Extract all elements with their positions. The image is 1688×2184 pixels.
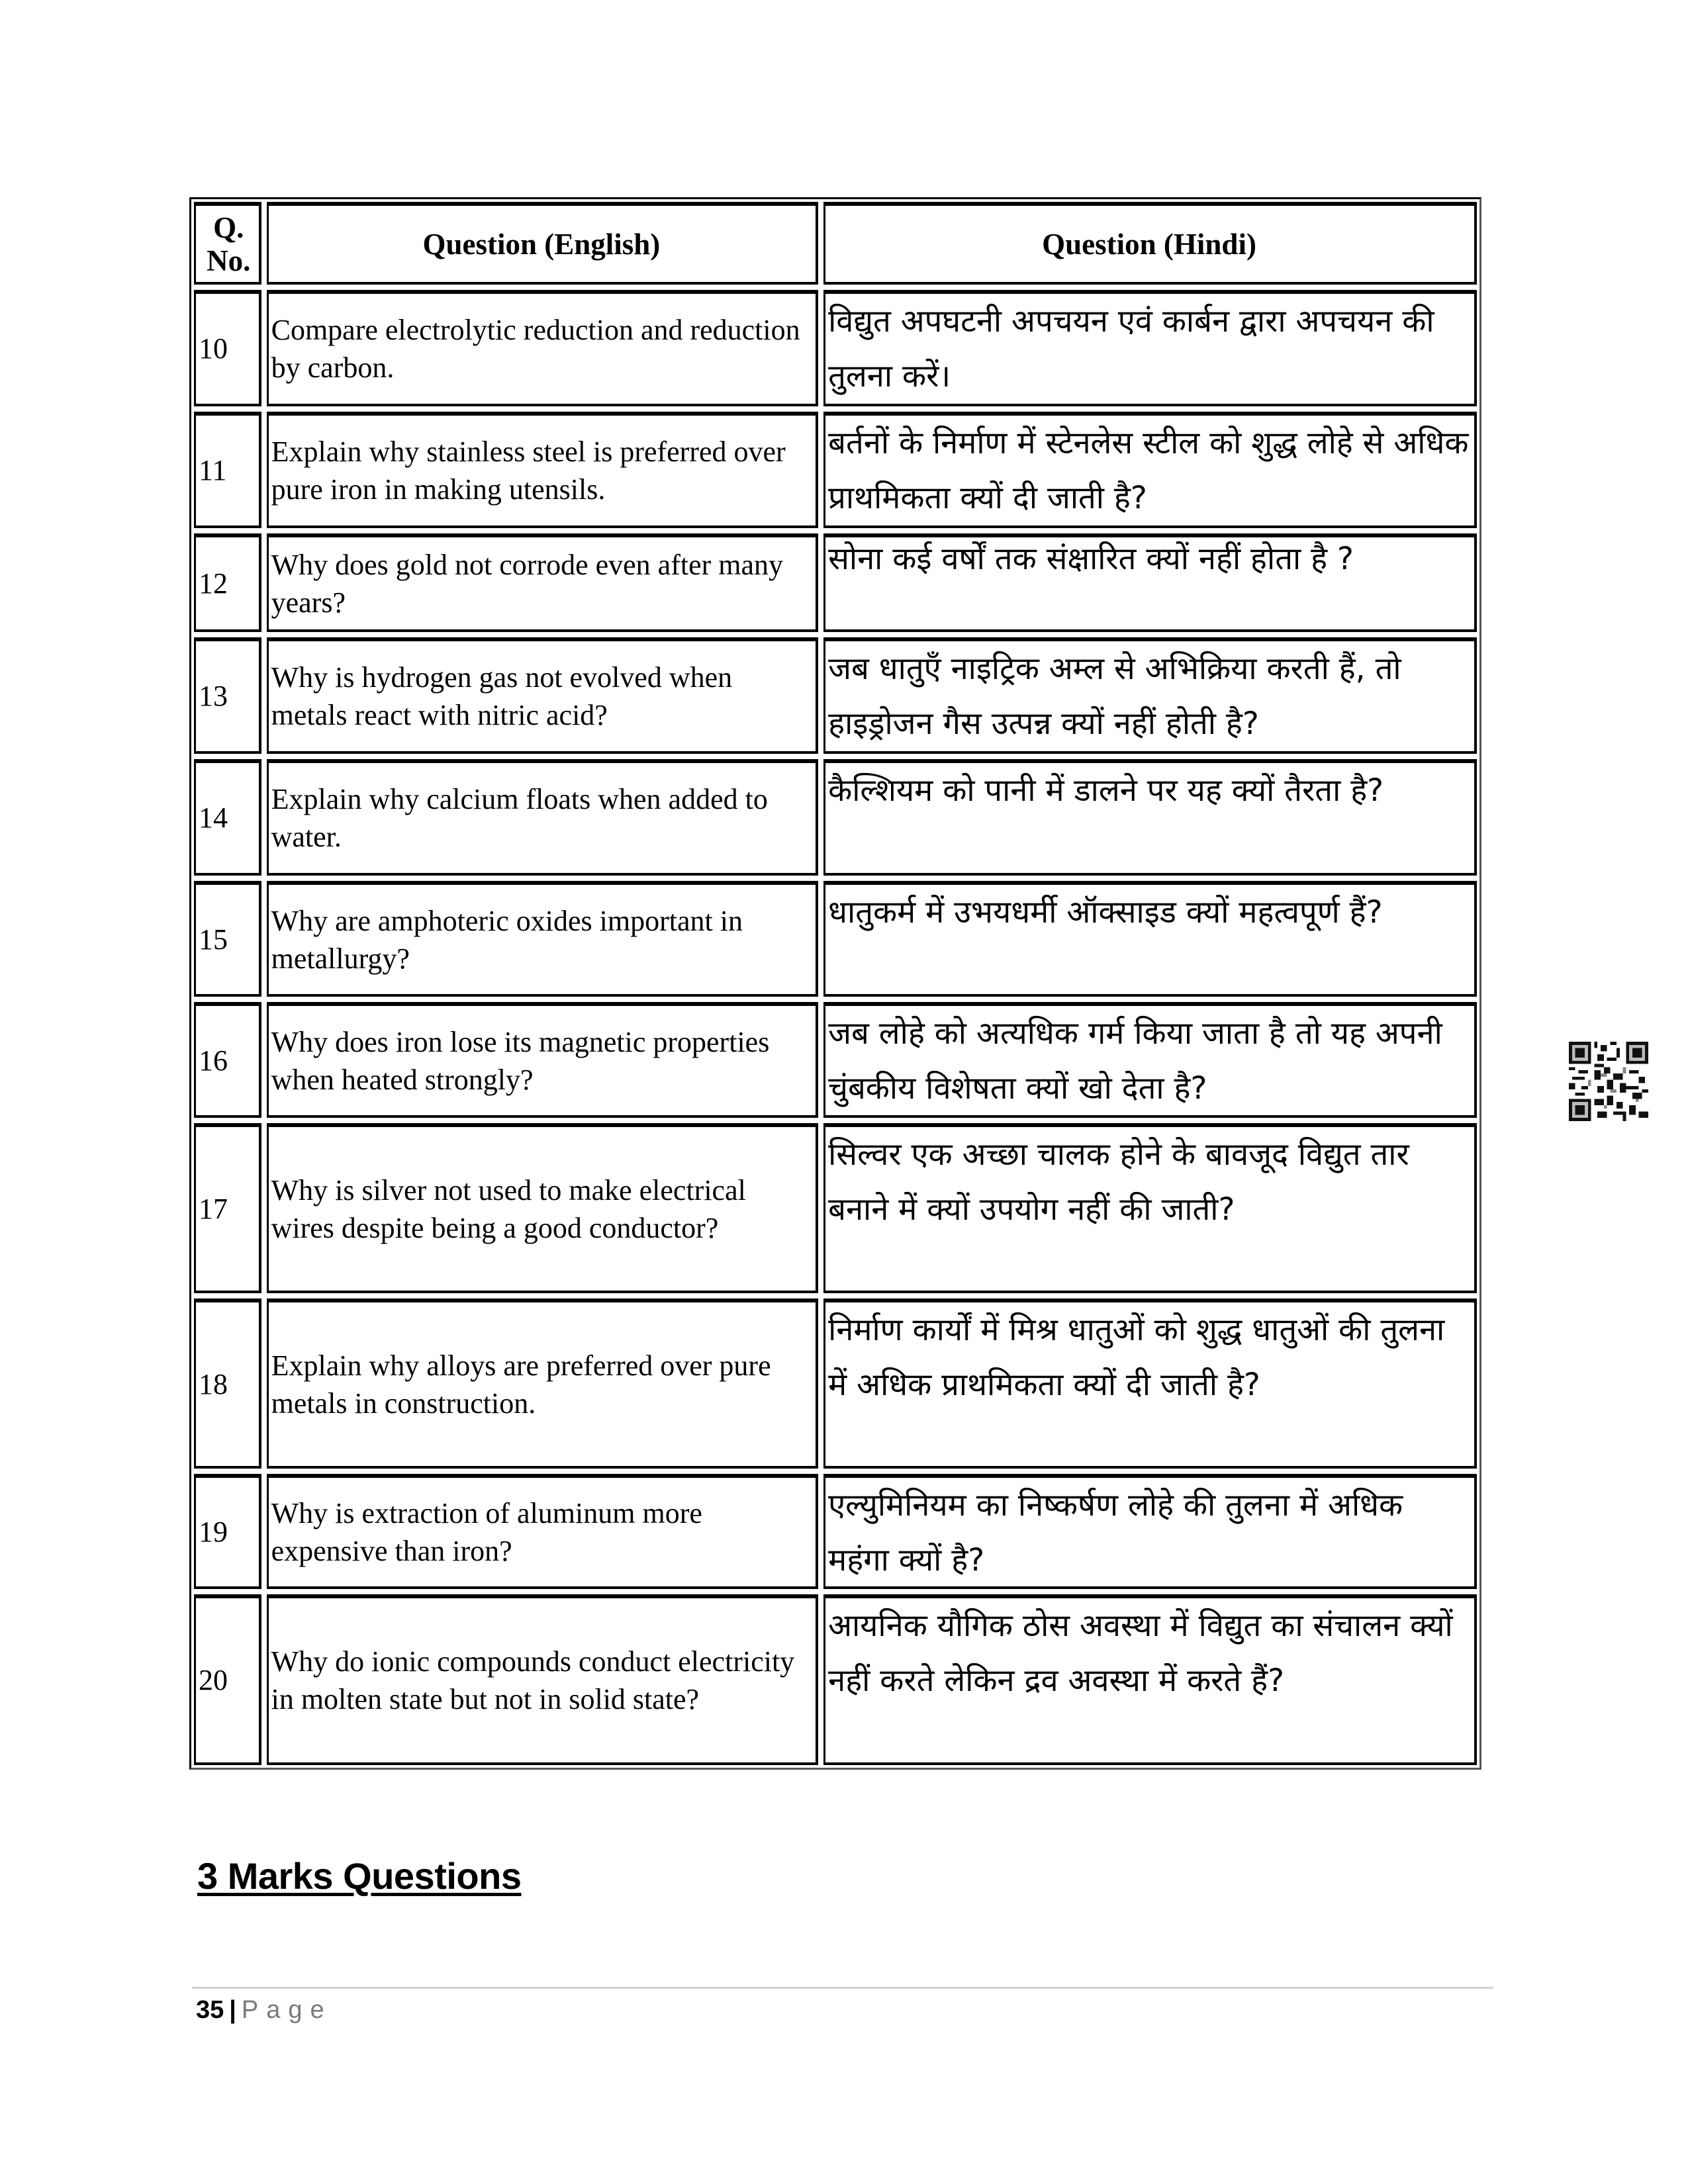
question-hindi: सिल्वर एक अच्छा चालक होने के बावजूद विद्युत तार बनाने में क्यों उपयोग नहीं की जाती? bbox=[828, 1136, 1409, 1228]
header-english: Question (English) bbox=[422, 227, 661, 261]
table-row bbox=[194, 759, 1477, 876]
table-row bbox=[194, 1123, 1477, 1293]
page-number: 35 bbox=[196, 1996, 224, 2024]
page-footer bbox=[196, 1993, 332, 2026]
question-english: Why is hydrogen gas not evolved when metals react with nitric acid? bbox=[271, 661, 733, 731]
english-cell bbox=[267, 533, 819, 632]
english-cell bbox=[267, 1474, 819, 1589]
english-cell bbox=[267, 1002, 819, 1118]
english-cell bbox=[267, 1298, 819, 1469]
question-english: Why does iron lose its magnetic properties when heated strongly? bbox=[271, 1025, 770, 1096]
hindi-cell bbox=[823, 412, 1477, 528]
qno-cell bbox=[194, 1298, 261, 1469]
table-row bbox=[194, 290, 1477, 406]
header-qno: Q. No. bbox=[207, 210, 251, 277]
hindi-cell bbox=[823, 533, 1477, 632]
question-english: Why are amphoteric oxides important in metallurgy? bbox=[271, 904, 743, 975]
question-hindi: कैल्शियम को पानी में डालने पर यह क्यों तैरता है? bbox=[828, 772, 1384, 809]
header-english-cell bbox=[267, 202, 819, 285]
question-english: Explain why calcium floats when added to water. bbox=[271, 783, 768, 853]
questions-table bbox=[189, 197, 1481, 1770]
question-number: 19 bbox=[199, 1516, 228, 1548]
table-row bbox=[194, 1002, 1477, 1118]
question-english: Why is extraction of aluminum more expensive than iron? bbox=[271, 1497, 702, 1567]
qr-code-icon bbox=[1569, 1042, 1648, 1121]
question-number: 20 bbox=[199, 1664, 228, 1696]
qno-cell bbox=[194, 412, 261, 528]
table-row bbox=[194, 533, 1477, 632]
question-number: 10 bbox=[199, 332, 228, 365]
hindi-cell bbox=[823, 1594, 1477, 1765]
hindi-cell bbox=[823, 1123, 1477, 1293]
table-row bbox=[194, 412, 1477, 528]
english-cell bbox=[267, 1594, 819, 1765]
table-row bbox=[194, 637, 1477, 754]
hindi-cell bbox=[823, 1002, 1477, 1118]
question-number: 16 bbox=[199, 1044, 228, 1077]
hindi-cell bbox=[823, 1298, 1477, 1469]
english-cell bbox=[267, 759, 819, 876]
question-hindi: आयनिक यौगिक ठोस अवस्था में विद्युत का संचालन क्यों नहीं करते लेकिन द्रव अवस्था में करते हैं? bbox=[828, 1608, 1453, 1699]
qno-cell bbox=[194, 881, 261, 997]
english-cell bbox=[267, 881, 819, 997]
question-number: 14 bbox=[199, 801, 228, 834]
english-cell bbox=[267, 637, 819, 754]
question-hindi: सोना कई वर्षों तक संक्षारित क्यों नहीं होता है ? bbox=[828, 541, 1354, 577]
hindi-cell bbox=[823, 1474, 1477, 1589]
question-hindi: धातुकर्म में उभयधर्मी ऑक्साइड क्यों महत्वपूर्ण हैं? bbox=[828, 894, 1383, 931]
qno-cell bbox=[194, 1594, 261, 1765]
question-number: 13 bbox=[199, 680, 228, 712]
page-label: Page bbox=[241, 1996, 332, 2024]
english-cell bbox=[267, 1123, 819, 1293]
qno-cell bbox=[194, 533, 261, 632]
section-heading: 3 Marks Questions bbox=[197, 1855, 522, 1897]
qno-cell bbox=[194, 637, 261, 754]
table-row bbox=[194, 1594, 1477, 1765]
question-english: Compare electrolytic reduction and reduction by carbon. bbox=[271, 314, 800, 384]
hindi-cell bbox=[823, 881, 1477, 997]
table-header-row bbox=[194, 202, 1477, 285]
hindi-cell bbox=[823, 637, 1477, 754]
question-number: 12 bbox=[199, 567, 228, 600]
question-hindi: निर्माण कार्यों में मिश्र धातुओं को शुद्ध धातुओं की तुलना में अधिक प्राथमिकता क्यों दी जाती है? bbox=[828, 1312, 1445, 1403]
question-hindi: जब धातुएँ नाइट्रिक अम्ल से अभिक्रिया करती हैं, तो हाइड्रोजन गैस उत्पन्न क्यों नहीं होती है? bbox=[828, 651, 1401, 742]
header-hindi-cell bbox=[823, 202, 1477, 285]
table-row bbox=[194, 881, 1477, 997]
footer-divider bbox=[192, 1987, 1493, 1989]
english-cell bbox=[267, 290, 819, 406]
qno-cell bbox=[194, 1002, 261, 1118]
question-english: Why do ionic compounds conduct electricity in molten state but not in solid state? bbox=[271, 1645, 795, 1715]
question-number: 18 bbox=[199, 1367, 228, 1400]
question-number: 15 bbox=[199, 923, 228, 956]
hindi-cell bbox=[823, 290, 1477, 406]
qno-cell bbox=[194, 1474, 261, 1589]
question-number: 11 bbox=[199, 454, 227, 486]
question-hindi: बर्तनों के निर्माण में स्टेनलेस स्टील को शुद्ध लोहे से अधिक प्राथमिकता क्यों दी जाती है? bbox=[828, 425, 1469, 516]
table-row bbox=[194, 1474, 1477, 1589]
question-english: Why is silver not used to make electrical wires despite being a good conductor? bbox=[271, 1173, 746, 1244]
question-hindi: एल्युमिनियम का निष्कर्षण लोहे की तुलना में अधिक महंगा क्यों है? bbox=[828, 1487, 1403, 1578]
english-cell bbox=[267, 412, 819, 528]
hindi-cell bbox=[823, 759, 1477, 876]
question-english: Explain why alloys are preferred over pure metals in construction. bbox=[271, 1349, 771, 1420]
page-separator: | bbox=[229, 1996, 236, 2024]
question-hindi: विद्युत अपघटनी अपचयन एवं कार्बन द्वारा अपचयन की तुलना करें। bbox=[828, 303, 1434, 394]
header-hindi: Question (Hindi) bbox=[1042, 227, 1256, 261]
question-english: Explain why stainless steel is preferred over pure iron in making utensils. bbox=[271, 435, 786, 506]
qno-cell bbox=[194, 1123, 261, 1293]
question-english: Why does gold not corrode even after many years? bbox=[271, 548, 784, 619]
question-hindi: जब लोहे को अत्यधिक गर्म किया जाता है तो यह अपनी चुंबकीय विशेषता क्यों खो देता है? bbox=[828, 1015, 1442, 1107]
qno-cell bbox=[194, 290, 261, 406]
table-row bbox=[194, 1298, 1477, 1469]
qno-cell bbox=[194, 759, 261, 876]
header-qno-cell bbox=[194, 202, 261, 285]
question-number: 17 bbox=[199, 1192, 228, 1225]
